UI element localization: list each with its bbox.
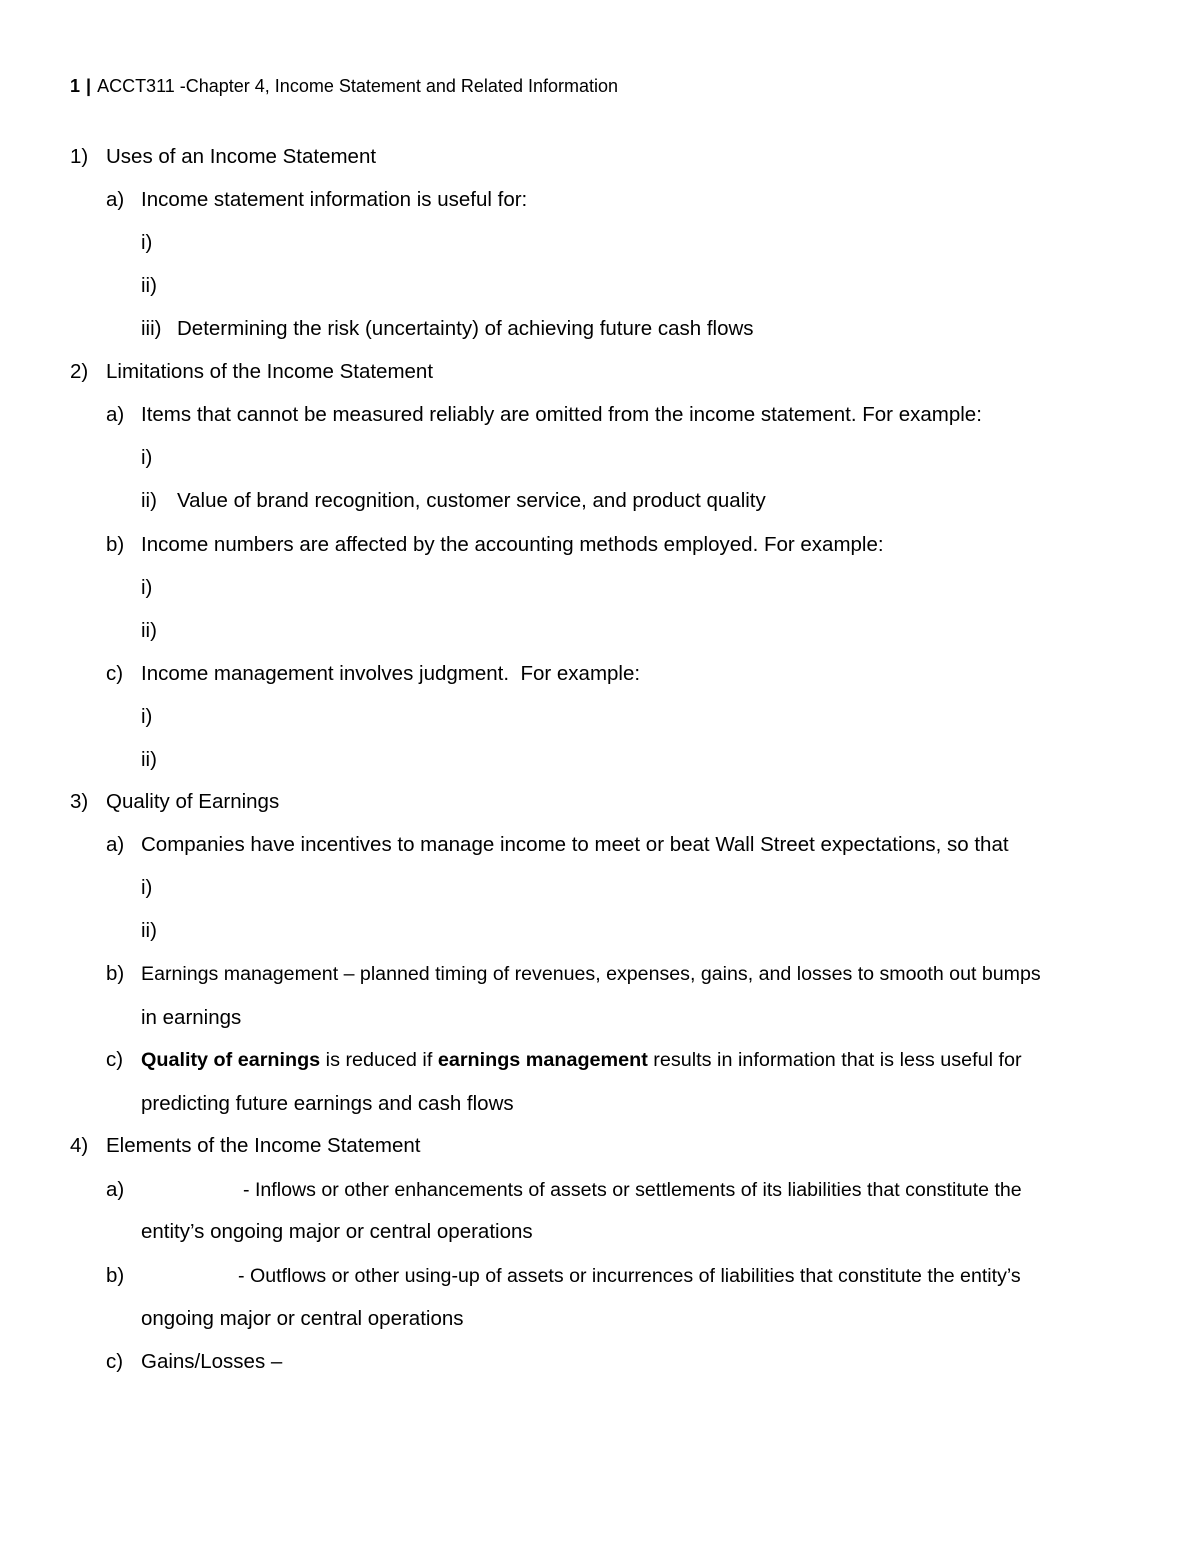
item-2c-marker: c)	[106, 662, 124, 685]
item-3c-marker: c)	[106, 1048, 124, 1071]
item-3b-line1: Earnings management – planned timing of revenues, expenses, gains, and losses to smooth out bumps	[141, 963, 1041, 985]
item-1a-text: Income statement information is useful for:	[141, 188, 528, 211]
section-1-heading: Uses of an Income Statement	[106, 145, 377, 168]
item-2c-ii-marker: ii)	[141, 748, 157, 771]
header-separator: |	[86, 76, 92, 96]
page-number: 1	[70, 76, 81, 96]
item-3c-line2: predicting future earnings and cash flows	[141, 1092, 514, 1115]
item-4a-line1: - Inflows or other enhancements of assets or settlements of its liabilities that constitute the	[243, 1179, 1022, 1201]
section-4-heading: Elements of the Income Statement	[106, 1134, 421, 1157]
item-4c-marker: c)	[106, 1350, 124, 1373]
item-4a-line2: entity’s ongoing major or central operations	[141, 1220, 533, 1243]
item-2c-i-marker: i)	[141, 705, 153, 728]
item-1a-iii-text: Determining the risk (uncertainty) of achieving future cash flows	[177, 317, 754, 340]
item-3a-text: Companies have incentives to manage income to meet or beat Wall Street expectations, so that	[141, 833, 1009, 856]
item-2a-ii-text: Value of brand recognition, customer service, and product quality	[177, 489, 766, 512]
item-2b-ii-marker: ii)	[141, 619, 157, 642]
earnings-management-term: earnings management	[437, 1049, 648, 1071]
item-2a-i-marker: i)	[141, 446, 153, 469]
item-3b-line2: in earnings	[141, 1006, 242, 1029]
item-2a-ii-marker: ii)	[141, 489, 157, 512]
item-3b-marker: b)	[106, 962, 125, 985]
section-1-marker: 1)	[70, 145, 89, 168]
item-1a-iii-marker: iii)	[141, 317, 162, 340]
header-title: ACCT311 -Chapter 4, Income Statement and Related Information	[97, 76, 618, 96]
section-3-heading: Quality of Earnings	[106, 790, 280, 813]
item-3c-line1	[141, 1047, 1022, 1073]
item-3a-ii-marker: ii)	[141, 919, 157, 942]
item-4c-text: Gains/Losses –	[141, 1350, 283, 1373]
item-4b-line2: ongoing major or central operations	[141, 1307, 464, 1330]
item-2c-text: Income management involves judgment. For example:	[141, 662, 641, 685]
item-2b-i-marker: i)	[141, 576, 153, 599]
section-2-heading: Limitations of the Income Statement	[106, 360, 434, 383]
quality-of-earnings-term: Quality of earnings	[141, 1049, 321, 1071]
item-4b-line1: - Outflows or other using-up of assets or incurrences of liabilities that constitute the entity’s	[238, 1265, 1021, 1287]
section-4-marker: 4)	[70, 1134, 89, 1157]
item-3c-mid: is reduced if	[320, 1049, 438, 1071]
item-1a-i-marker: i)	[141, 231, 153, 254]
section-3-marker: 3)	[70, 790, 89, 813]
section-2-marker: 2)	[70, 360, 89, 383]
item-2b-marker: b)	[106, 533, 125, 556]
item-1a-marker: a)	[106, 188, 125, 211]
item-2a-marker: a)	[106, 403, 125, 426]
item-3a-i-marker: i)	[141, 876, 153, 899]
item-3a-marker: a)	[106, 833, 125, 856]
page-header	[70, 74, 618, 98]
item-4a-marker: a)	[106, 1178, 125, 1201]
item-2a-text: Items that cannot be measured reliably are omitted from the income statement. For example:	[141, 403, 982, 426]
item-4b-marker: b)	[106, 1264, 125, 1287]
item-3c-tail: results in information that is less useful for	[647, 1049, 1022, 1071]
item-2b-text: Income numbers are affected by the accounting methods employed. For example:	[141, 533, 884, 556]
item-1a-ii-marker: ii)	[141, 274, 157, 297]
